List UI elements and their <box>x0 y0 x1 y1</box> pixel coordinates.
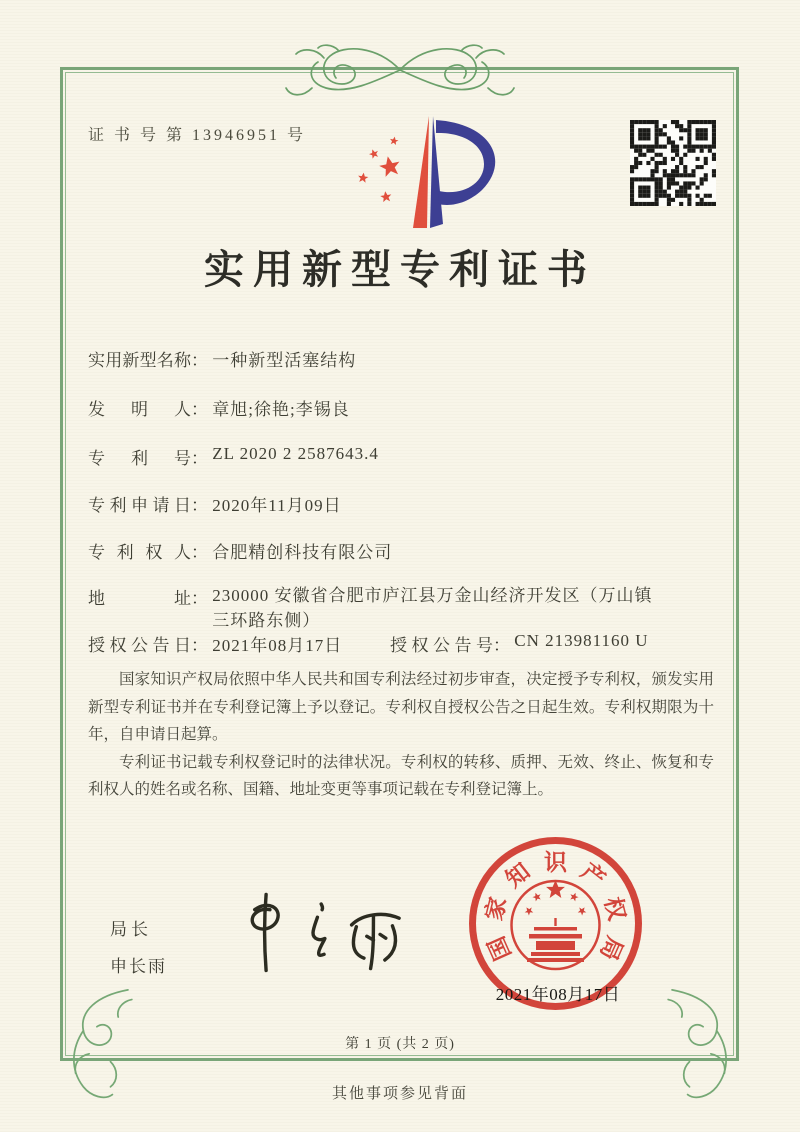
director-name: 申长雨 <box>110 957 167 976</box>
field-label: 专利号 <box>88 449 191 468</box>
legal-paragraph-2: 专利证书记载专利权登记时的法律状况。专利权的转移、质押、无效、终止、恢复和专利权人的姓名或名称、国籍、地址变更等事项记载在专利登记簿上。 <box>88 753 714 799</box>
field-colon: ： <box>191 589 208 608</box>
svg-text:识: 识 <box>544 850 567 875</box>
field-row-inventors <box>88 395 350 420</box>
field-label: 授权公告号 <box>390 636 493 655</box>
field-row-filing-date <box>88 491 342 516</box>
svg-text:局: 局 <box>595 932 628 964</box>
field-label: 发明人 <box>88 400 191 419</box>
legal-paragraph-1: 国家知识产权局依照中华人民共和国专利法经过初步审查，决定授予专利权，颁发实用新型专利证书并在专利登记簿上予以登记。专利权自授权公告之日起生效。专利权期限为十年，自申请日起算。 <box>88 671 714 744</box>
svg-text:家: 家 <box>481 894 512 923</box>
field-label: 实用新型名称 <box>88 351 191 370</box>
svg-text:权: 权 <box>599 894 630 923</box>
seal-national-emblem <box>523 880 588 962</box>
grant-date-value: 2021年08月17日 <box>212 636 343 655</box>
cnipa-logo-icon <box>343 110 513 235</box>
director-title: 局长 <box>110 920 152 939</box>
grant-number-value: CN 213981160 U <box>514 631 649 650</box>
legal-text-block <box>88 666 714 804</box>
field-value: 一种新型活塞结构 <box>212 351 357 370</box>
field-label: 地址 <box>88 589 191 608</box>
field-row-grant <box>88 631 649 656</box>
field-row-patent-number <box>88 444 379 469</box>
director-signature <box>230 882 420 982</box>
field-label: 授权公告日 <box>88 636 191 655</box>
field-row-utility-model-name <box>88 346 356 371</box>
svg-text:国: 国 <box>483 932 516 964</box>
field-value: ZL 2020 2 2587643.4 <box>212 444 379 463</box>
footer-back-note: 其他事项参见背面 <box>331 1086 468 1102</box>
field-value: 章旭;徐艳;李锡良 <box>212 400 350 419</box>
field-colon: ： <box>191 400 208 419</box>
field-colon: ： <box>191 543 208 562</box>
field-colon: ： <box>493 636 510 655</box>
footer-page-number: 第 1 页 (共 2 页) <box>345 1037 455 1052</box>
field-colon: ： <box>191 351 208 370</box>
field-label: 专利申请日 <box>88 496 191 515</box>
seal-date: 2021年08月17日 <box>495 985 621 1004</box>
field-row-patentee <box>88 538 392 563</box>
top-border-ornament-icon <box>278 40 522 102</box>
field-label: 专利权人 <box>88 543 191 562</box>
field-colon: ： <box>191 449 208 468</box>
svg-text:知: 知 <box>501 858 535 893</box>
svg-text:产: 产 <box>576 858 610 893</box>
field-value: 230000 安徽省合肥市庐江县万金山经济开发区（万山镇三环路东侧） <box>212 586 653 630</box>
field-value: 合肥精创科技有限公司 <box>212 543 393 562</box>
certificate-number: 证 书 号 第 13946951 号 <box>88 127 307 144</box>
qr-code <box>630 120 716 206</box>
field-colon: ： <box>191 496 208 515</box>
field-value: 2020年11月09日 <box>212 496 342 515</box>
field-colon: ： <box>191 636 208 655</box>
document-title: 实用新型专利证书 <box>204 247 596 292</box>
field-row-address <box>88 584 664 633</box>
grant-number-group <box>390 631 649 656</box>
